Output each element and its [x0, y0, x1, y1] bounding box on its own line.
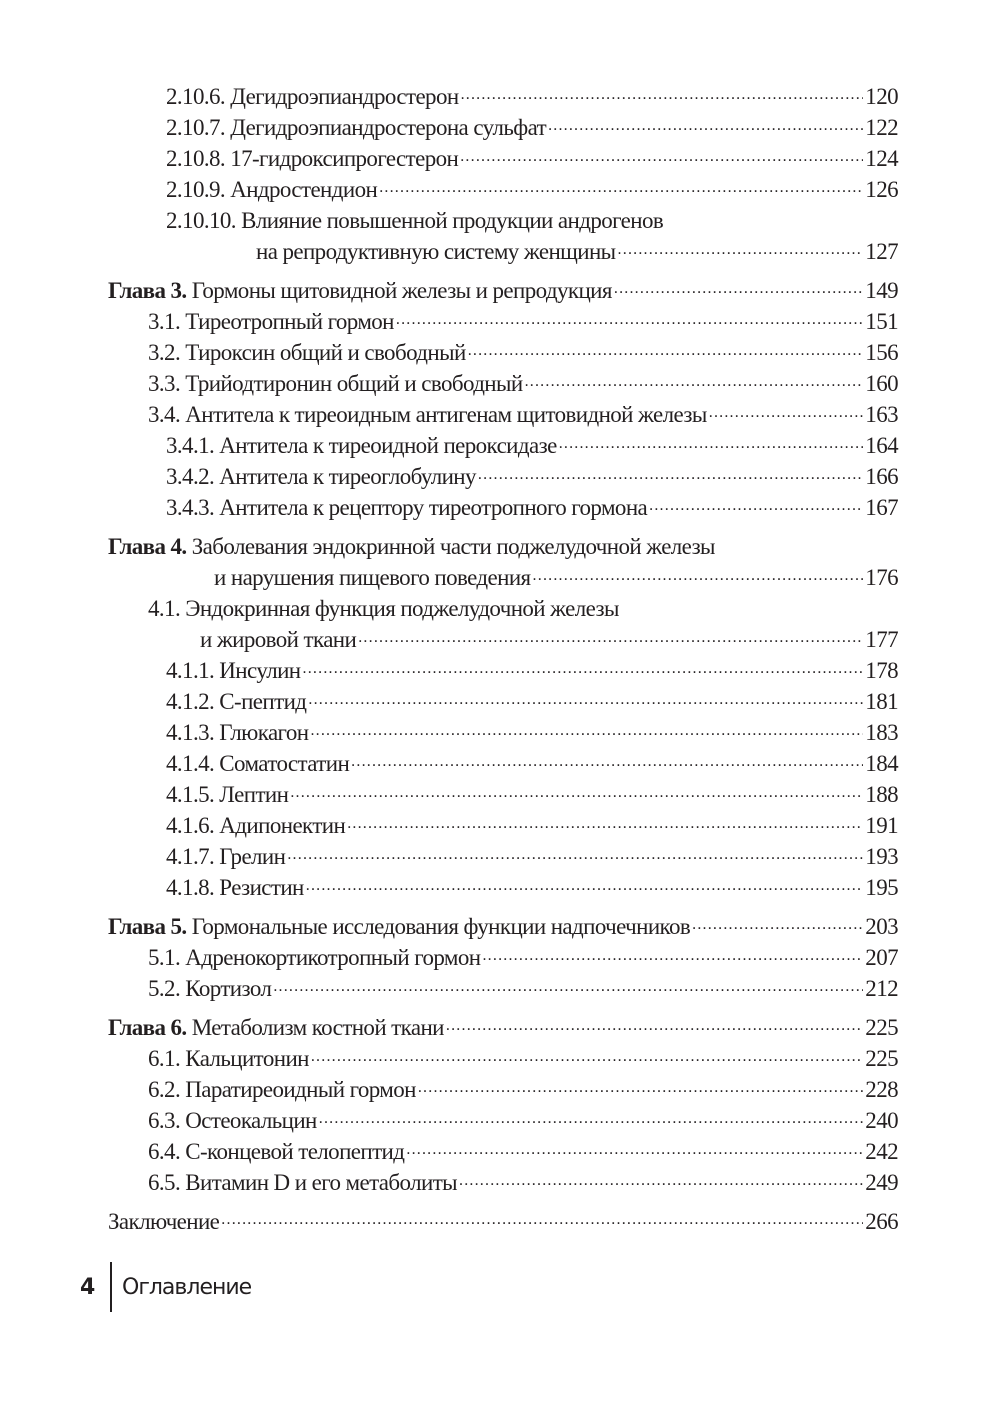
toc-entry-title: [148, 402, 707, 428]
toc-entry-text: на репродуктивную систему женщины: [256, 239, 616, 264]
toc-entry-title: [108, 278, 612, 304]
toc-entry-title: [148, 309, 394, 335]
dot-leader: [468, 340, 864, 360]
toc-page-number: 127: [865, 239, 898, 264]
toc-entry-title: [148, 1139, 404, 1165]
chapter-label: Глава 6.: [108, 1015, 187, 1040]
dot-leader: [649, 495, 863, 515]
toc-entry-text: 6.1. Кальцитонин: [148, 1046, 309, 1071]
toc-entry-title: [166, 115, 546, 141]
toc-page-number: 266: [865, 1209, 898, 1234]
toc-entry[interactable]: [108, 844, 898, 875]
toc-entry[interactable]: [108, 976, 898, 1007]
toc-page-number: 193: [865, 844, 898, 869]
chapter-label: Глава 3.: [108, 278, 187, 303]
dot-leader: [559, 433, 864, 453]
toc-page-number: 124: [865, 146, 898, 171]
toc-entry-text: 5.1. Адренокортикотропный гормон: [148, 945, 481, 970]
toc-entry-text: 4.1. Эндокринная функция поджелудочной железы: [148, 596, 619, 621]
toc-entry-title: [148, 945, 480, 971]
toc-entry[interactable]: [108, 720, 898, 751]
toc-page-number: 181: [865, 689, 898, 714]
toc-entry[interactable]: [108, 433, 898, 464]
toc-page-number: 225: [865, 1015, 898, 1040]
chapter-label: Глава 5.: [108, 914, 187, 939]
dot-leader: [396, 309, 863, 329]
toc-page-number: 149: [865, 278, 898, 303]
toc-entry-text: Заключение: [108, 1209, 220, 1234]
toc-entry-text: Гормоны щитовидной железы и репродукция: [186, 278, 612, 303]
toc-entry-title: [108, 1209, 219, 1235]
toc-entry-title: [108, 534, 715, 560]
toc-entry-text: 3.4. Антитела к тиреоидным антигенам щитовидной железы: [148, 402, 707, 427]
toc-entry-title: [148, 1077, 416, 1103]
toc-page-number: 212: [865, 976, 898, 1001]
toc-entry-title: [166, 658, 301, 684]
toc-entry-title: [166, 146, 458, 172]
toc-entry-title: [166, 720, 308, 746]
toc-page-number: 195: [865, 875, 898, 900]
toc-entry-text: 3.4.2. Антитела к тиреоглобулину: [166, 464, 476, 489]
toc-page-number: 126: [865, 177, 898, 202]
toc-entry-title: [166, 84, 459, 110]
dot-leader: [310, 720, 863, 740]
toc-entry-text: 4.1.8. Резистин: [166, 875, 304, 900]
dot-leader: [303, 658, 864, 678]
toc-entry-text: Заболевания эндокринной части поджелудочной железы: [186, 534, 715, 559]
toc-entry-title: [166, 782, 288, 808]
dot-leader: [533, 565, 864, 585]
toc-entry[interactable]: [108, 278, 898, 309]
toc-entry-text: 6.4. С-концевой телопептид: [148, 1139, 405, 1164]
toc-entry-text: 2.10.10. Влияние повышенной продукции андрогенов: [166, 208, 664, 233]
toc-page-number: 225: [865, 1046, 898, 1071]
dot-leader: [319, 1108, 864, 1128]
dot-leader: [618, 239, 864, 259]
toc-page-number: 122: [865, 115, 898, 140]
toc-page-number: 242: [865, 1139, 898, 1164]
toc-page-number: 188: [865, 782, 898, 807]
toc-entry-title: [166, 844, 285, 870]
toc-entry-text: 6.2. Паратиреоидный гормон: [148, 1077, 416, 1102]
toc-entry[interactable]: [108, 945, 898, 976]
toc-page-number: 160: [865, 371, 898, 396]
toc-entry[interactable]: [108, 534, 898, 565]
toc-entry[interactable]: [108, 1139, 898, 1170]
toc-page-number: 166: [865, 464, 898, 489]
dot-leader: [446, 1015, 863, 1035]
toc-entry[interactable]: [108, 208, 898, 239]
toc-entry-title: [148, 1046, 309, 1072]
toc-entry[interactable]: [108, 1015, 898, 1046]
toc-entry-title: [166, 751, 349, 777]
toc-entry-title: [148, 596, 619, 622]
running-section-title: Оглавление: [122, 1274, 252, 1300]
toc-entry-text: 6.3. Остеокальцин: [148, 1108, 317, 1133]
toc-entry[interactable]: [108, 689, 898, 720]
toc-page-number: 207: [865, 945, 898, 970]
toc-page-number: 176: [865, 565, 898, 590]
toc-entry-text: и нарушения пищевого поведения: [214, 565, 531, 590]
toc-entry-title: [148, 976, 271, 1002]
toc-entry-text: 5.2. Кортизол: [148, 976, 272, 1001]
toc-entry[interactable]: [108, 115, 898, 146]
toc-page-number: 163: [865, 402, 898, 427]
dot-leader: [406, 1139, 863, 1159]
dot-leader: [306, 875, 864, 895]
toc-entry-text: 4.1.7. Грелин: [166, 844, 286, 869]
toc-page-number: 156: [865, 340, 898, 365]
dot-leader: [273, 976, 863, 996]
toc-entry-title: [166, 813, 345, 839]
toc-entry[interactable]: [108, 1046, 898, 1077]
toc-entry[interactable]: [108, 658, 898, 689]
toc-entry[interactable]: [108, 402, 898, 433]
dot-leader: [358, 627, 863, 647]
toc-page-number: 177: [865, 627, 898, 652]
toc-entry-title: [148, 1108, 317, 1134]
dot-leader: [308, 689, 863, 709]
toc-entry-text: 3.2. Тироксин общий и свободный: [148, 340, 466, 365]
toc-entry-text: 4.1.6. Адипонектин: [166, 813, 346, 838]
toc-entry-text: 3.1. Тиреотропный гормон: [148, 309, 394, 334]
toc-entry-text: 4.1.2. С-пептид: [166, 689, 307, 714]
toc-entry-title: [166, 208, 663, 234]
toc-entry-text: 3.4.1. Антитела к тиреоидной пероксидазе: [166, 433, 557, 458]
toc-entry[interactable]: [108, 813, 898, 844]
toc-entry-text: Метаболизм костной ткани: [186, 1015, 444, 1040]
chapter-label: Глава 4.: [108, 534, 187, 559]
dot-leader: [287, 844, 863, 864]
toc-entry-text: 3.3. Трийодтиронин общий и свободный: [148, 371, 523, 396]
toc-entry-title: [166, 433, 557, 459]
dot-leader: [548, 115, 863, 135]
toc-entry[interactable]: [108, 84, 898, 115]
toc-entry[interactable]: [108, 309, 898, 340]
toc-entry-text: 2.10.7. Дегидроэпиандростерона сульфат: [166, 115, 547, 140]
toc-entry-title: [166, 495, 647, 521]
toc-entry[interactable]: [108, 1108, 898, 1139]
toc-entry[interactable]: [108, 565, 898, 596]
table-of-contents: [108, 84, 898, 1240]
toc-entry-title: [108, 1015, 444, 1041]
toc-entry-title: [166, 689, 306, 715]
toc-page-number: 178: [865, 658, 898, 683]
toc-entry-text: 6.5. Витамин D и его метаболиты: [148, 1170, 457, 1195]
dot-leader: [478, 464, 863, 484]
page-number: 4: [80, 1274, 96, 1300]
toc-entry[interactable]: [108, 782, 898, 813]
dot-leader: [461, 84, 864, 104]
dot-leader: [692, 914, 863, 934]
toc-entry-text: и жировой ткани: [200, 627, 357, 652]
toc-entry-text: 2.10.9. Андростендион: [166, 177, 378, 202]
toc-entry-title: [166, 464, 476, 490]
toc-entry-title: [256, 239, 616, 265]
toc-entry-title: [108, 914, 690, 940]
toc-entry[interactable]: [108, 751, 898, 782]
toc-page-number: 183: [865, 720, 898, 745]
toc-entry[interactable]: [108, 1170, 898, 1201]
toc-entry-text: 2.10.6. Дегидроэпиандростерон: [166, 84, 459, 109]
dot-leader: [614, 278, 863, 298]
toc-entry-text: 4.1.3. Глюкагон: [166, 720, 309, 745]
toc-entry[interactable]: [108, 875, 898, 906]
dot-leader: [418, 1077, 863, 1097]
toc-entry-text: Гормональные исследования функции надпочечников: [186, 914, 691, 939]
toc-entry[interactable]: [108, 239, 898, 270]
toc-entry[interactable]: [108, 340, 898, 371]
toc-page-number: 164: [865, 433, 898, 458]
dot-leader: [347, 813, 863, 833]
toc-page-number: 191: [865, 813, 898, 838]
dot-leader: [379, 177, 863, 197]
page-footer: [80, 1262, 251, 1312]
dot-leader: [525, 371, 864, 391]
toc-page-number: 203: [865, 914, 898, 939]
dot-leader: [482, 945, 863, 965]
toc-entry-title: [200, 627, 356, 653]
toc-entry-text: 4.1.4. Соматостатин: [166, 751, 350, 776]
dot-leader: [221, 1209, 863, 1229]
toc-entry[interactable]: [108, 596, 898, 627]
toc-page-number: 120: [865, 84, 898, 109]
dot-leader: [459, 1170, 863, 1190]
toc-page-number: 240: [865, 1108, 898, 1133]
toc-entry[interactable]: [108, 914, 898, 945]
toc-entry[interactable]: [108, 1209, 898, 1240]
toc-entry[interactable]: [108, 627, 898, 658]
toc-entry-title: [214, 565, 531, 591]
toc-entry-text: 3.4.3. Антитела к рецептору тиреотропного гормона: [166, 495, 648, 520]
dot-leader: [311, 1046, 863, 1066]
footer-divider: [110, 1262, 112, 1312]
toc-entry-text: 4.1.1. Инсулин: [166, 658, 301, 683]
dot-leader: [351, 751, 863, 771]
toc-page-number: 167: [865, 495, 898, 520]
toc-entry-title: [166, 875, 304, 901]
toc-entry[interactable]: [108, 371, 898, 402]
dot-leader: [709, 402, 864, 422]
toc-page-number: 249: [865, 1170, 898, 1195]
toc-entry[interactable]: [108, 177, 898, 208]
toc-page-number: 184: [865, 751, 898, 776]
toc-entry[interactable]: [108, 495, 898, 526]
toc-entry[interactable]: [108, 1077, 898, 1108]
toc-entry-text: 2.10.8. 17-гидроксипрогестерон: [166, 146, 459, 171]
toc-entry[interactable]: [108, 146, 898, 177]
dot-leader: [290, 782, 863, 802]
toc-entry[interactable]: [108, 464, 898, 495]
dot-leader: [460, 146, 863, 166]
toc-entry-title: [148, 340, 466, 366]
toc-entry-title: [148, 1170, 457, 1196]
toc-entry-title: [166, 177, 377, 203]
toc-entry-title: [148, 371, 523, 397]
toc-page-number: 228: [865, 1077, 898, 1102]
toc-entry-text: 4.1.5. Лептин: [166, 782, 289, 807]
toc-page-number: 151: [865, 309, 898, 334]
